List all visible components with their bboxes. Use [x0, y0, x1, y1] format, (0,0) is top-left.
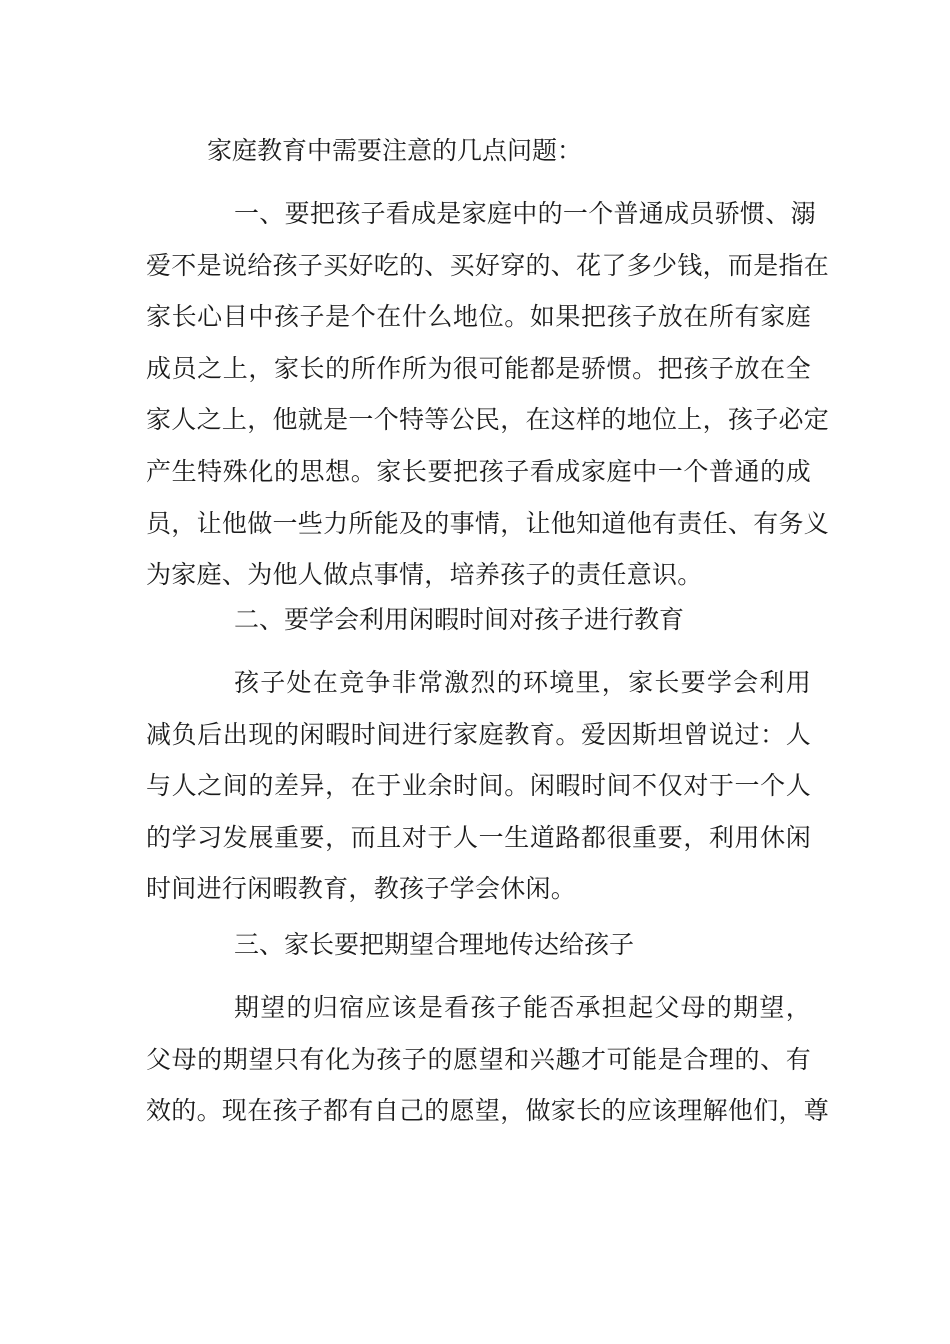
paragraph-line: 产生特殊化的思想。家长要把孩子看成家庭中一个普通的成 — [146, 456, 811, 486]
paragraph-line: 一、要把孩子看成是家庭中的一个普通成员骄惯、溺 — [234, 199, 816, 228]
paragraph-line: 爱不是说给孩子买好吃的、买好穿的、花了多少钱，而是指在 — [146, 250, 830, 280]
section-3-heading: 三、家长要把期望合理地传达给孩子 — [234, 930, 635, 959]
section-1-paragraph — [146, 188, 830, 601]
paragraph-line: 员，让他做一些力所能及的事情，让他知道他有责任、有务义 — [146, 508, 830, 538]
section-2-paragraph — [146, 657, 811, 915]
paragraph-line: 期望的归宿应该是看孩子能否承担起父母的期望， — [234, 993, 811, 1022]
paragraph-line: 成员之上，家长的所作所为很可能都是骄惯。把孩子放在全 — [146, 353, 811, 383]
paragraph-line: 为家庭、为他人做点事情，培养孩子的责任意识。 — [146, 560, 703, 590]
paragraph-line: 效的。现在孩子都有自己的愿望，做家长的应该理解他们，尊 — [146, 1096, 830, 1126]
paragraph-line: 与人之间的差异，在于业余时间。闲暇时间不仅对于一个人 — [146, 771, 811, 801]
paragraph-line: 减负后出现的闲暇时间进行家庭教育。爱因斯坦曾说过：人 — [146, 719, 811, 749]
paragraph-line: 父母的期望只有化为孩子的愿望和兴趣才可能是合理的、有 — [146, 1044, 811, 1074]
intro-heading: 家庭教育中需要注意的几点问题： — [207, 136, 583, 165]
paragraph-line: 孩子处在竞争非常激烈的环境里，家长要学会利用 — [234, 668, 811, 697]
paragraph-line: 家人之上，他就是一个特等公民，在这样的地位上，孩子必定 — [146, 405, 830, 435]
paragraph-line: 家长心目中孩子是个在什么地位。如果把孩子放在所有家庭 — [146, 302, 811, 332]
section-2-heading: 二、要学会利用闲暇时间对孩子进行教育 — [234, 605, 685, 634]
paragraph-line: 的学习发展重要，而且对于人一生道路都很重要，利用休闲 — [146, 822, 811, 852]
paragraph-line: 时间进行闲暇教育，教孩子学会休闲。 — [146, 874, 577, 904]
section-3-paragraph — [146, 982, 830, 1137]
